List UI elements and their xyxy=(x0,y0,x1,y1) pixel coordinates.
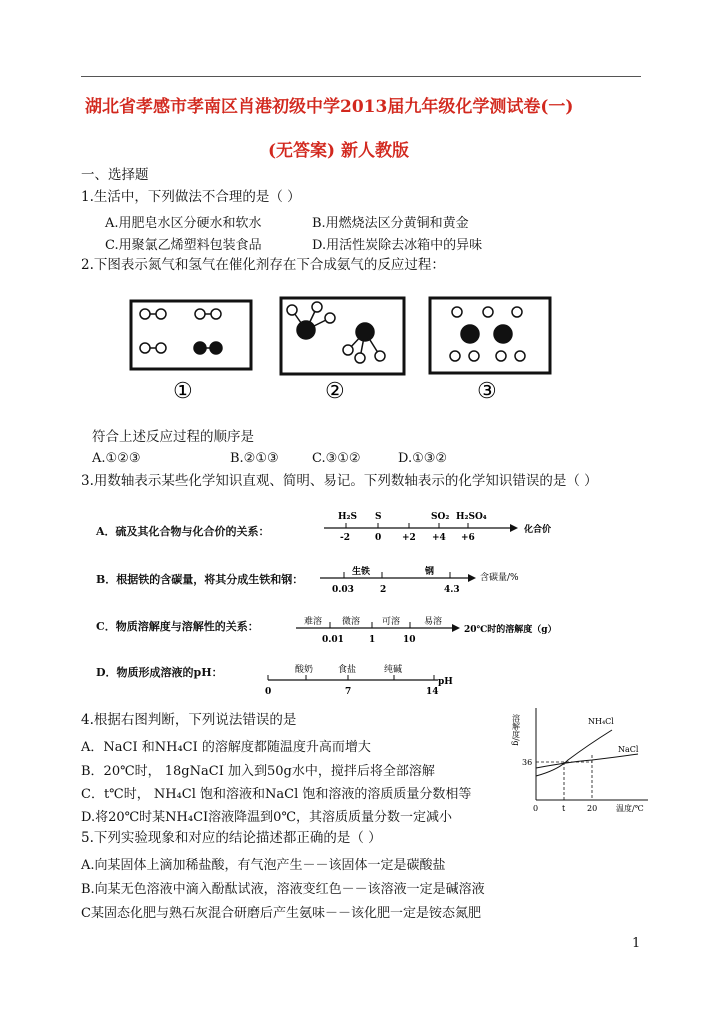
q3-a-top-0: H₂S xyxy=(338,512,357,522)
q3-a-bottom-1: 0 xyxy=(375,533,382,543)
diagram-label-3: ③ xyxy=(477,379,497,404)
q2-option-d: D.①③② xyxy=(398,451,448,466)
nacl-curve xyxy=(536,754,638,768)
page-number: 1 xyxy=(632,936,641,951)
q3-d-top-0: 酸奶 xyxy=(295,665,314,675)
diagram-label-1: ① xyxy=(173,379,193,404)
q3-c-top-3: 易溶 xyxy=(424,617,443,627)
q4-stem: 4.根据右图判断，下列说法错误的是 xyxy=(81,712,297,728)
q3-b-axis-title: 含碳量/% xyxy=(480,573,519,583)
q3-b-label: B．根据铁的含碳量，将其分成生铁和钢： xyxy=(96,573,304,586)
doc-subtitle: (无答案) 新人教版 xyxy=(268,141,410,161)
q3-a-top-3: H₂SO₄ xyxy=(456,512,487,522)
q3-a-bottom-3: +4 xyxy=(432,533,446,543)
q3-b-bottom-0: 0.03 xyxy=(332,585,354,595)
q3-b-axis xyxy=(320,562,540,598)
q3-c-bottom-2: 10 xyxy=(403,635,416,645)
graph-x-tick-0: 0 xyxy=(533,804,539,813)
graph-series-nh4cl: NH₄Cl xyxy=(588,717,614,726)
q3-b-bottom-2: 4.3 xyxy=(444,585,460,595)
q3-c-label: C．物质溶解度与溶解性的关系： xyxy=(96,620,259,633)
q3-a-bottom-0: -2 xyxy=(340,533,350,543)
q3-b-bottom-1: 2 xyxy=(380,585,387,595)
q3-b-top-1: 钢 xyxy=(425,567,435,577)
q5-option-c: C某固态化肥与熟石灰混合研磨后产生氨味－－该化肥一定是铵态氮肥 xyxy=(81,906,481,921)
q1-option-a: A.用肥皂水区分硬水和软水 xyxy=(105,216,262,231)
q3-d-bottom-2: 14 xyxy=(426,687,439,697)
q3-c-top-1: 微溶 xyxy=(342,617,361,627)
q3-c-axis xyxy=(290,612,590,648)
q4-option-d: D.将20℃时某NH₄CI溶液降温到0℃，其溶质质量分数一定减小 xyxy=(81,810,452,825)
graph-xlabel: 温度/℃ xyxy=(616,804,644,813)
q3-a-top-1: S xyxy=(375,512,382,522)
q3-a-bottom-2: +2 xyxy=(402,533,416,543)
graph-series-nacl: NaCl xyxy=(618,745,639,754)
graph-x-tick-2: 20 xyxy=(587,804,598,813)
q2-option-b: B.②①③ xyxy=(230,451,279,466)
q3-c-bottom-0: 0.01 xyxy=(322,635,344,645)
section-heading: 一、选择题 xyxy=(81,167,149,183)
q2-stem: 2.下图表示氮气和氢气在催化剂存在下合成氨气的反应过程： xyxy=(81,257,445,273)
q2-option-a: A.①②③ xyxy=(92,451,141,466)
q3-a-top-2: SO₂ xyxy=(431,512,450,522)
q5-option-b: B.向某无色溶液中滴入酚酞试液，溶液变红色－－该溶液一定是碱溶液 xyxy=(81,882,485,897)
q3-a-axis xyxy=(300,506,560,546)
q3-d-label: D．物质形成溶液的pH： xyxy=(96,666,223,679)
q5-stem: 5.下列实验现象和对应的结论描述都正确的是（ ） xyxy=(81,830,382,846)
graph-ylabel: 溶解度/g xyxy=(511,714,521,746)
q3-a-axis-title: 化合价 xyxy=(524,525,552,535)
q3-a-label: A．硫及其化合物与化合价的关系： xyxy=(96,525,270,538)
q3-a-bottom-4: +6 xyxy=(461,533,475,543)
q3-stem: 3.用数轴表示某些化学知识直观、简明、易记。下列数轴表示的化学知识错误的是（ ） xyxy=(81,473,598,489)
q1-stem: 1.生活中，下列做法不合理的是（ ） xyxy=(81,189,301,205)
graph-y-tick: 36 xyxy=(522,758,533,767)
nh4cl-curve xyxy=(536,730,612,776)
doc-title: 湖北省孝感市孝南区肖港初级中学2013届九年级化学测试卷(一) xyxy=(85,97,574,117)
diagram-label-2: ② xyxy=(325,379,345,404)
q5-option-a: A.向某固体上滴加稀盐酸，有气泡产生－－该固体一定是碳酸盐 xyxy=(81,858,446,873)
q3-d-bottom-1: 7 xyxy=(345,687,352,697)
q2-option-c: C.③①② xyxy=(312,451,361,466)
q3-d-axis-title: pH xyxy=(438,677,453,687)
q3-d-bottom-0: 0 xyxy=(265,687,272,697)
graph-x-tick-1: t xyxy=(562,804,566,813)
q3-b-top-0: 生铁 xyxy=(352,567,371,577)
q3-d-axis xyxy=(260,660,460,700)
reaction-diagram xyxy=(120,292,560,404)
q1-option-b: B.用燃烧法区分黄铜和黄金 xyxy=(312,216,469,231)
q2-question: 符合上述反应过程的顺序是 xyxy=(92,429,254,445)
q3-c-bottom-1: 1 xyxy=(369,635,376,645)
q3-c-top-2: 可溶 xyxy=(382,617,401,627)
header-rule xyxy=(81,76,641,77)
q1-option-d: D.用活性炭除去冰箱中的异味 xyxy=(312,238,483,253)
q4-option-a: A．NaCI 和NH₄CI 的溶解度都随温度升高而增大 xyxy=(81,740,371,755)
solubility-graph xyxy=(508,700,658,818)
q3-d-top-1: 食盐 xyxy=(338,665,357,675)
q4-option-b: B．20℃时， 18gNaCI 加入到50g水中，搅拌后将全部溶解 xyxy=(81,764,435,779)
q1-option-c: C.用聚氯乙烯塑料包装食品 xyxy=(105,238,262,253)
q4-option-c: C．t℃时， NH₄Cl 饱和溶液和NaCl 饱和溶液的溶质质量分数相等 xyxy=(81,787,472,802)
q3-d-top-2: 纯碱 xyxy=(384,665,403,675)
q3-c-axis-title: 20℃时的溶解度（g） xyxy=(464,625,557,635)
q3-c-top-0: 难溶 xyxy=(304,617,323,627)
